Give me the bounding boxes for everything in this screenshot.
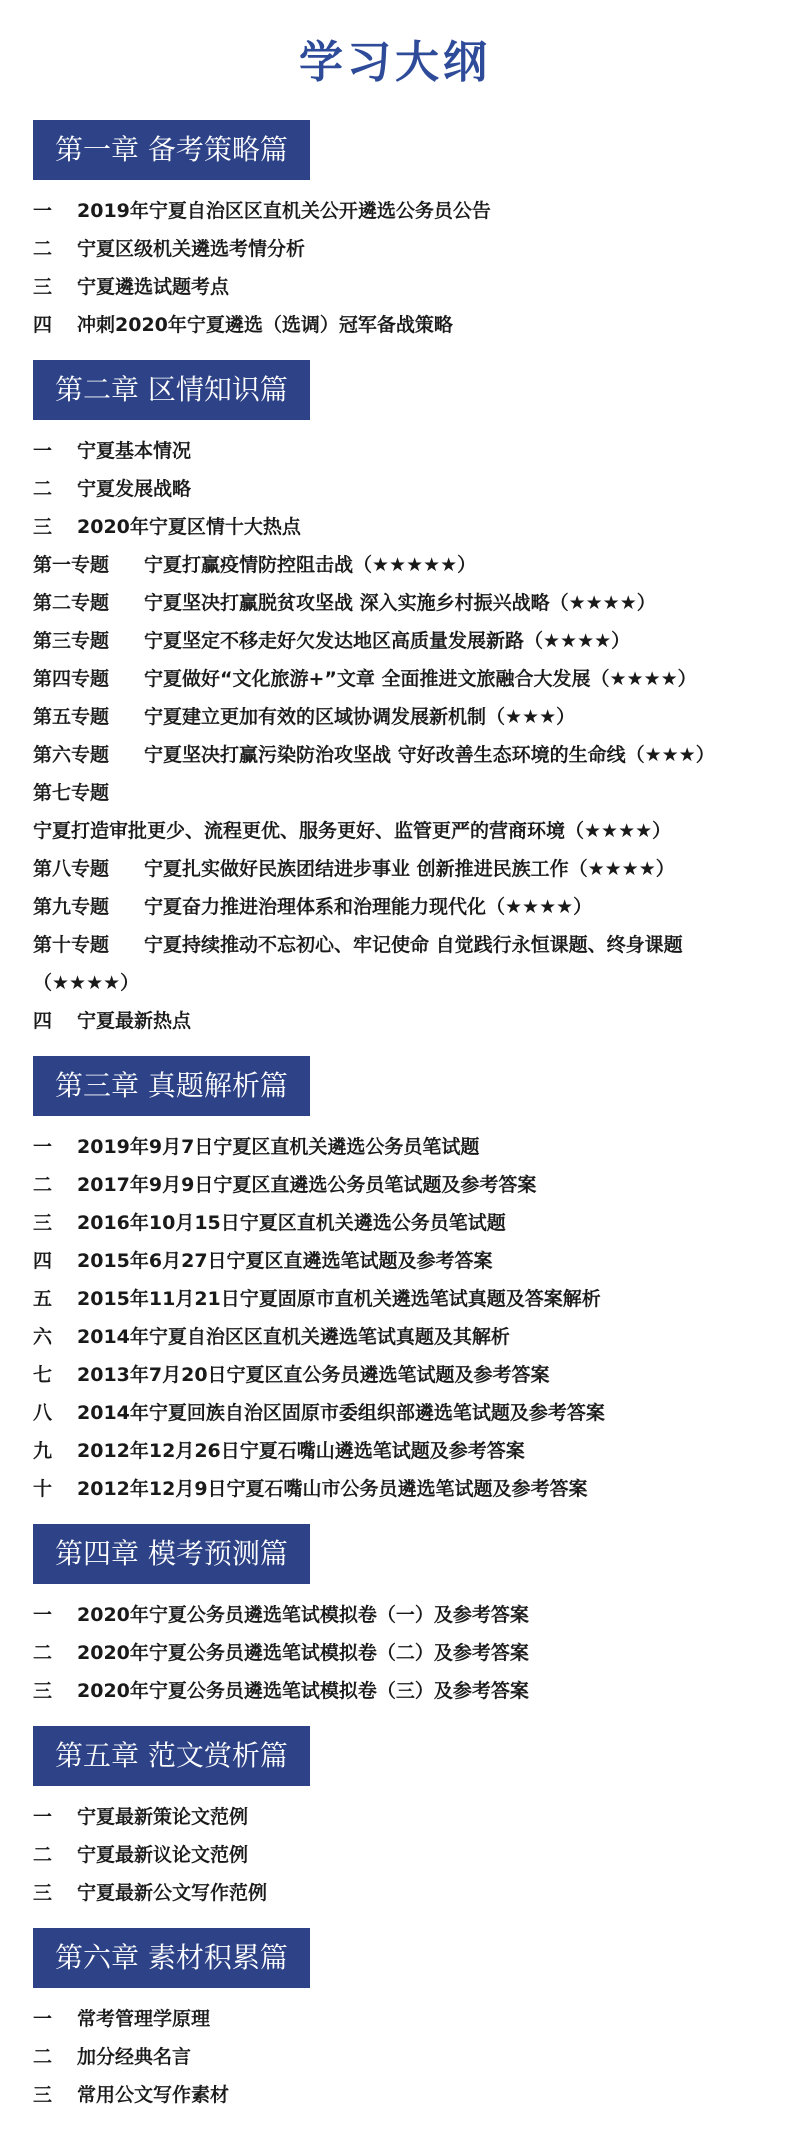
list-item bbox=[33, 1242, 790, 1280]
list-item bbox=[33, 1280, 790, 1318]
list-item bbox=[33, 432, 790, 470]
chapter-5 bbox=[33, 1726, 790, 1912]
item-marker: 十 bbox=[33, 1478, 53, 1500]
item-text: 加分经典名言 bbox=[77, 2046, 192, 2068]
item-marker: 三 bbox=[33, 516, 53, 538]
list-item bbox=[33, 508, 790, 546]
item-marker: 七 bbox=[33, 1364, 53, 1386]
item-text: 2015年11月21日宁夏固原市直机关遴选笔试真题及答案解析 bbox=[77, 1288, 601, 1310]
list-item bbox=[33, 306, 790, 344]
item-marker: 二 bbox=[33, 2046, 53, 2068]
item-text: 2012年12月9日宁夏石嘴山市公务员遴选笔试题及参考答案 bbox=[77, 1478, 588, 1500]
chapter-item-list bbox=[33, 2000, 790, 2114]
chapter-heading: 第三章 真题解析篇 bbox=[33, 1056, 310, 1116]
chapter-item-list bbox=[33, 432, 790, 1040]
chapter-heading: 第一章 备考策略篇 bbox=[33, 120, 310, 180]
topic-marker: 第七专题 bbox=[33, 782, 110, 804]
topic-text: 宁夏持续推动不忘初心、牢记使命 自觉践行永恒课题、终身课题（★★★★） bbox=[33, 934, 683, 994]
topic-item bbox=[33, 584, 790, 622]
item-text: 2020年宁夏公务员遴选笔试模拟卷（二）及参考答案 bbox=[77, 1642, 529, 1664]
item-text: 冲刺2020年宁夏遴选（选调）冠军备战策略 bbox=[77, 314, 453, 336]
item-text: 2014年宁夏自治区区直机关遴选笔试真题及其解析 bbox=[77, 1326, 510, 1348]
item-text: 2016年10月15日宁夏区直机关遴选公务员笔试题 bbox=[77, 1212, 506, 1234]
item-text: 宁夏发展战略 bbox=[77, 478, 192, 500]
topic-marker: 第九专题 bbox=[33, 896, 110, 918]
item-text: 宁夏区级机关遴选考情分析 bbox=[77, 238, 306, 260]
item-marker: 八 bbox=[33, 1402, 53, 1424]
item-text: 宁夏基本情况 bbox=[77, 440, 192, 462]
item-text: 2017年9月9日宁夏区直遴选公务员笔试题及参考答案 bbox=[77, 1174, 537, 1196]
item-marker: 五 bbox=[33, 1288, 53, 1310]
topic-text: 宁夏坚决打赢脱贫攻坚战 深入实施乡村振兴战略（★★★★） bbox=[144, 592, 656, 614]
item-marker: 一 bbox=[33, 440, 53, 462]
topic-item bbox=[33, 850, 790, 888]
chapter-heading: 第五章 范文赏析篇 bbox=[33, 1726, 310, 1786]
chapter-heading: 第四章 模考预测篇 bbox=[33, 1524, 310, 1584]
topic-marker: 第五专题 bbox=[33, 706, 110, 728]
item-marker: 二 bbox=[33, 1844, 53, 1866]
chapter-heading: 第六章 素材积累篇 bbox=[33, 1928, 310, 1988]
item-marker: 四 bbox=[33, 1010, 53, 1032]
topic-marker: 第二专题 bbox=[33, 592, 110, 614]
item-marker: 二 bbox=[33, 1642, 53, 1664]
list-item bbox=[33, 1394, 790, 1432]
item-text: 2013年7月20日宁夏区直公务员遴选笔试题及参考答案 bbox=[77, 1364, 550, 1386]
topic-text: 宁夏坚决打赢污染防治攻坚战 守好改善生态环境的生命线（★★★） bbox=[144, 744, 715, 766]
item-text: 2020年宁夏区情十大热点 bbox=[77, 516, 301, 538]
item-marker: 二 bbox=[33, 478, 53, 500]
list-item bbox=[33, 2038, 790, 2076]
list-item bbox=[33, 1318, 790, 1356]
list-item bbox=[33, 2076, 790, 2114]
item-text: 2019年宁夏自治区区直机关公开遴选公务员公告 bbox=[77, 200, 491, 222]
item-marker: 三 bbox=[33, 276, 53, 298]
page-title: 学习大纲 bbox=[299, 37, 491, 88]
topic-text: 宁夏奋力推进治理体系和治理能力现代化（★★★★） bbox=[144, 896, 593, 918]
item-marker: 六 bbox=[33, 1326, 53, 1348]
list-item bbox=[33, 1798, 790, 1836]
item-marker: 一 bbox=[33, 1604, 53, 1626]
item-text: 2012年12月26日宁夏石嘴山遴选笔试题及参考答案 bbox=[77, 1440, 525, 1462]
item-text: 2020年宁夏公务员遴选笔试模拟卷（一）及参考答案 bbox=[77, 1604, 529, 1626]
item-text: 宁夏最新热点 bbox=[77, 1010, 192, 1032]
item-text: 2015年6月27日宁夏区直遴选笔试题及参考答案 bbox=[77, 1250, 493, 1272]
item-text: 宁夏最新公文写作范例 bbox=[77, 1882, 268, 1904]
list-item bbox=[33, 1356, 790, 1394]
item-marker: 三 bbox=[33, 1212, 53, 1234]
topic-marker: 第十专题 bbox=[33, 934, 110, 956]
list-item bbox=[33, 1634, 790, 1672]
list-item bbox=[33, 470, 790, 508]
list-item bbox=[33, 268, 790, 306]
item-marker: 九 bbox=[33, 1440, 53, 1462]
topic-item bbox=[33, 736, 790, 774]
chapter-2 bbox=[33, 360, 790, 1040]
chapter-item-list bbox=[33, 192, 790, 344]
item-marker: 二 bbox=[33, 238, 53, 260]
chapter-4 bbox=[33, 1524, 790, 1710]
list-item bbox=[33, 1128, 790, 1166]
topic-item bbox=[33, 546, 790, 584]
topic-text: 宁夏做好“文化旅游+”文章 全面推进文旅融合大发展（★★★★） bbox=[144, 668, 697, 690]
chapter-3 bbox=[33, 1056, 790, 1508]
chapter-1 bbox=[33, 120, 790, 344]
item-text: 宁夏最新议论文范例 bbox=[77, 1844, 249, 1866]
chapter-item-list bbox=[33, 1128, 790, 1508]
item-text: 宁夏遴选试题考点 bbox=[77, 276, 230, 298]
list-item bbox=[33, 230, 790, 268]
topic-item bbox=[33, 774, 790, 850]
list-item bbox=[33, 2000, 790, 2038]
topic-text: 宁夏建立更加有效的区域协调发展新机制（★★★） bbox=[144, 706, 576, 728]
item-marker: 一 bbox=[33, 1806, 53, 1828]
topic-marker: 第八专题 bbox=[33, 858, 110, 880]
item-text: 常考管理学原理 bbox=[77, 2008, 211, 2030]
topic-item bbox=[33, 622, 790, 660]
topic-item bbox=[33, 926, 790, 1002]
item-marker: 三 bbox=[33, 1882, 53, 1904]
item-text: 宁夏最新策论文范例 bbox=[77, 1806, 249, 1828]
list-item bbox=[33, 1432, 790, 1470]
list-item bbox=[33, 1470, 790, 1508]
topic-text: 宁夏坚定不移走好欠发达地区高质量发展新路（★★★★） bbox=[144, 630, 631, 652]
item-marker: 四 bbox=[33, 314, 53, 336]
chapter-6 bbox=[33, 1928, 790, 2114]
list-item bbox=[33, 1002, 790, 1040]
item-text: 2020年宁夏公务员遴选笔试模拟卷（三）及参考答案 bbox=[77, 1680, 529, 1702]
topic-text: 宁夏扎实做好民族团结进步事业 创新推进民族工作（★★★★） bbox=[144, 858, 675, 880]
item-text: 常用公文写作素材 bbox=[77, 2084, 230, 2106]
topic-text: 宁夏打赢疫情防控阻击战（★★★★★） bbox=[144, 554, 477, 576]
item-marker: 三 bbox=[33, 2084, 53, 2106]
list-item bbox=[33, 1672, 790, 1710]
topic-item bbox=[33, 660, 790, 698]
chapter-item-list bbox=[33, 1798, 790, 1912]
list-item bbox=[33, 1874, 790, 1912]
list-item bbox=[33, 192, 790, 230]
item-marker: 一 bbox=[33, 1136, 53, 1158]
topic-marker: 第六专题 bbox=[33, 744, 110, 766]
topic-marker: 第四专题 bbox=[33, 668, 110, 690]
item-text: 2014年宁夏回族自治区固原市委组织部遴选笔试题及参考答案 bbox=[77, 1402, 605, 1424]
item-marker: 三 bbox=[33, 1680, 53, 1702]
item-marker: 四 bbox=[33, 1250, 53, 1272]
chapter-item-list bbox=[33, 1596, 790, 1710]
list-item bbox=[33, 1204, 790, 1242]
list-item bbox=[33, 1166, 790, 1204]
item-marker: 一 bbox=[33, 2008, 53, 2030]
list-item bbox=[33, 1596, 790, 1634]
chapter-heading: 第二章 区情知识篇 bbox=[33, 360, 310, 420]
topic-text: 宁夏打造审批更少、流程更优、服务更好、监管更严的营商环境（★★★★） bbox=[33, 820, 672, 842]
topic-item bbox=[33, 698, 790, 736]
list-item bbox=[33, 1836, 790, 1874]
topic-marker: 第一专题 bbox=[33, 554, 110, 576]
topic-item bbox=[33, 888, 790, 926]
topic-marker: 第三专题 bbox=[33, 630, 110, 652]
item-text: 2019年9月7日宁夏区直机关遴选公务员笔试题 bbox=[77, 1136, 480, 1158]
item-marker: 二 bbox=[33, 1174, 53, 1196]
item-marker: 一 bbox=[33, 200, 53, 222]
